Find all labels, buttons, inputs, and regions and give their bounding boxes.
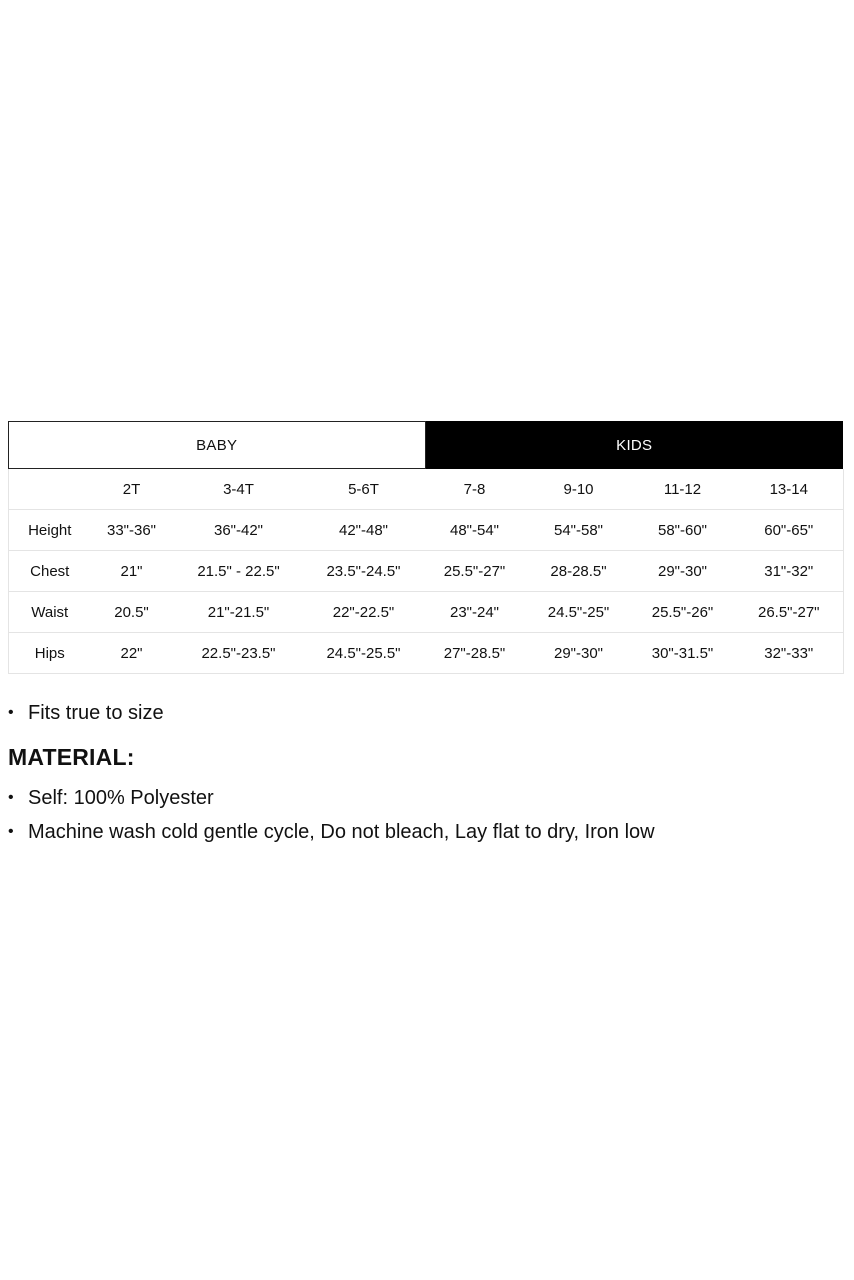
size-chart-table: [8, 469, 844, 674]
size-cell: 26.5"-27": [735, 592, 844, 633]
size-cell: 33"-36": [91, 510, 173, 551]
bullet-icon: •: [8, 789, 14, 806]
measurement-label: Hips: [9, 633, 91, 674]
size-header-cell: [9, 469, 91, 510]
tab-kids[interactable]: KIDS: [426, 421, 844, 469]
fit-note: [8, 696, 844, 730]
size-cell: 23"-24": [423, 592, 527, 633]
size-cell: 23.5"-24.5": [305, 551, 423, 592]
size-cell: 24.5"-25.5": [305, 633, 423, 674]
size-cell: 31"-32": [735, 551, 844, 592]
material-item-text: Machine wash cold gentle cycle, Do not bleach, Lay flat to dry, Iron low: [28, 821, 655, 843]
size-header-cell: 5-6T: [348, 480, 379, 498]
size-cell: 48"-54": [423, 510, 527, 551]
fit-notes-list: [8, 696, 844, 730]
size-cell: 36"-42": [173, 510, 305, 551]
size-cell: 25.5"-26": [631, 592, 735, 633]
material-item: [8, 815, 844, 849]
size-cell: 27"-28.5": [423, 633, 527, 674]
bullet-icon: •: [8, 704, 14, 721]
size-row-hips: [9, 633, 844, 674]
size-cell: 24.5"-25": [527, 592, 631, 633]
material-item-text: Self: 100% Polyester: [28, 787, 214, 809]
size-cell: 42"-48": [305, 510, 423, 551]
size-cell: 25.5"-27": [423, 551, 527, 592]
size-cell: 21"-21.5": [173, 592, 305, 633]
size-header-cell: 9-10: [563, 480, 594, 498]
size-cell: 54"-58": [527, 510, 631, 551]
size-cell: 22"-22.5": [305, 592, 423, 633]
size-cell: 21.5" - 22.5": [173, 551, 305, 592]
size-cell: 30"-31.5": [631, 633, 735, 674]
material-item: [8, 781, 844, 815]
size-header-row: [9, 469, 844, 510]
measurement-label: Chest: [9, 551, 91, 592]
size-cell: 32"-33": [735, 633, 844, 674]
size-header-cell: 13-14: [735, 469, 844, 510]
fit-note-text: Fits true to size: [28, 702, 164, 724]
product-details: [8, 421, 844, 849]
size-cell: 22": [91, 633, 173, 674]
size-cell: 58"-60": [631, 510, 735, 551]
size-cell: 28-28.5": [527, 551, 631, 592]
size-cell: 21": [91, 551, 173, 592]
size-chart-body: [9, 469, 844, 674]
size-cell: 22.5"-23.5": [173, 633, 305, 674]
size-header-cell: 3-4T: [223, 480, 254, 498]
size-header-cell: 2T: [122, 480, 141, 498]
size-row-chest: [9, 551, 844, 592]
size-cell: 29"-30": [631, 551, 735, 592]
bullet-icon: •: [8, 823, 14, 840]
size-header-cell: 7-8: [463, 480, 486, 498]
measurement-label: Height: [9, 510, 91, 551]
size-cell: 60"-65": [735, 510, 844, 551]
size-row-height: [9, 510, 844, 551]
tab-baby[interactable]: BABY: [8, 421, 426, 469]
size-cell: 20.5": [91, 592, 173, 633]
size-header-cell: 11-12: [663, 480, 702, 498]
size-cell: 29"-30": [527, 633, 631, 674]
material-heading: MATERIAL:: [8, 744, 135, 770]
size-row-waist: [9, 592, 844, 633]
measurement-label: Waist: [9, 592, 91, 633]
size-group-tabs: [8, 421, 843, 469]
material-list: [8, 781, 844, 849]
